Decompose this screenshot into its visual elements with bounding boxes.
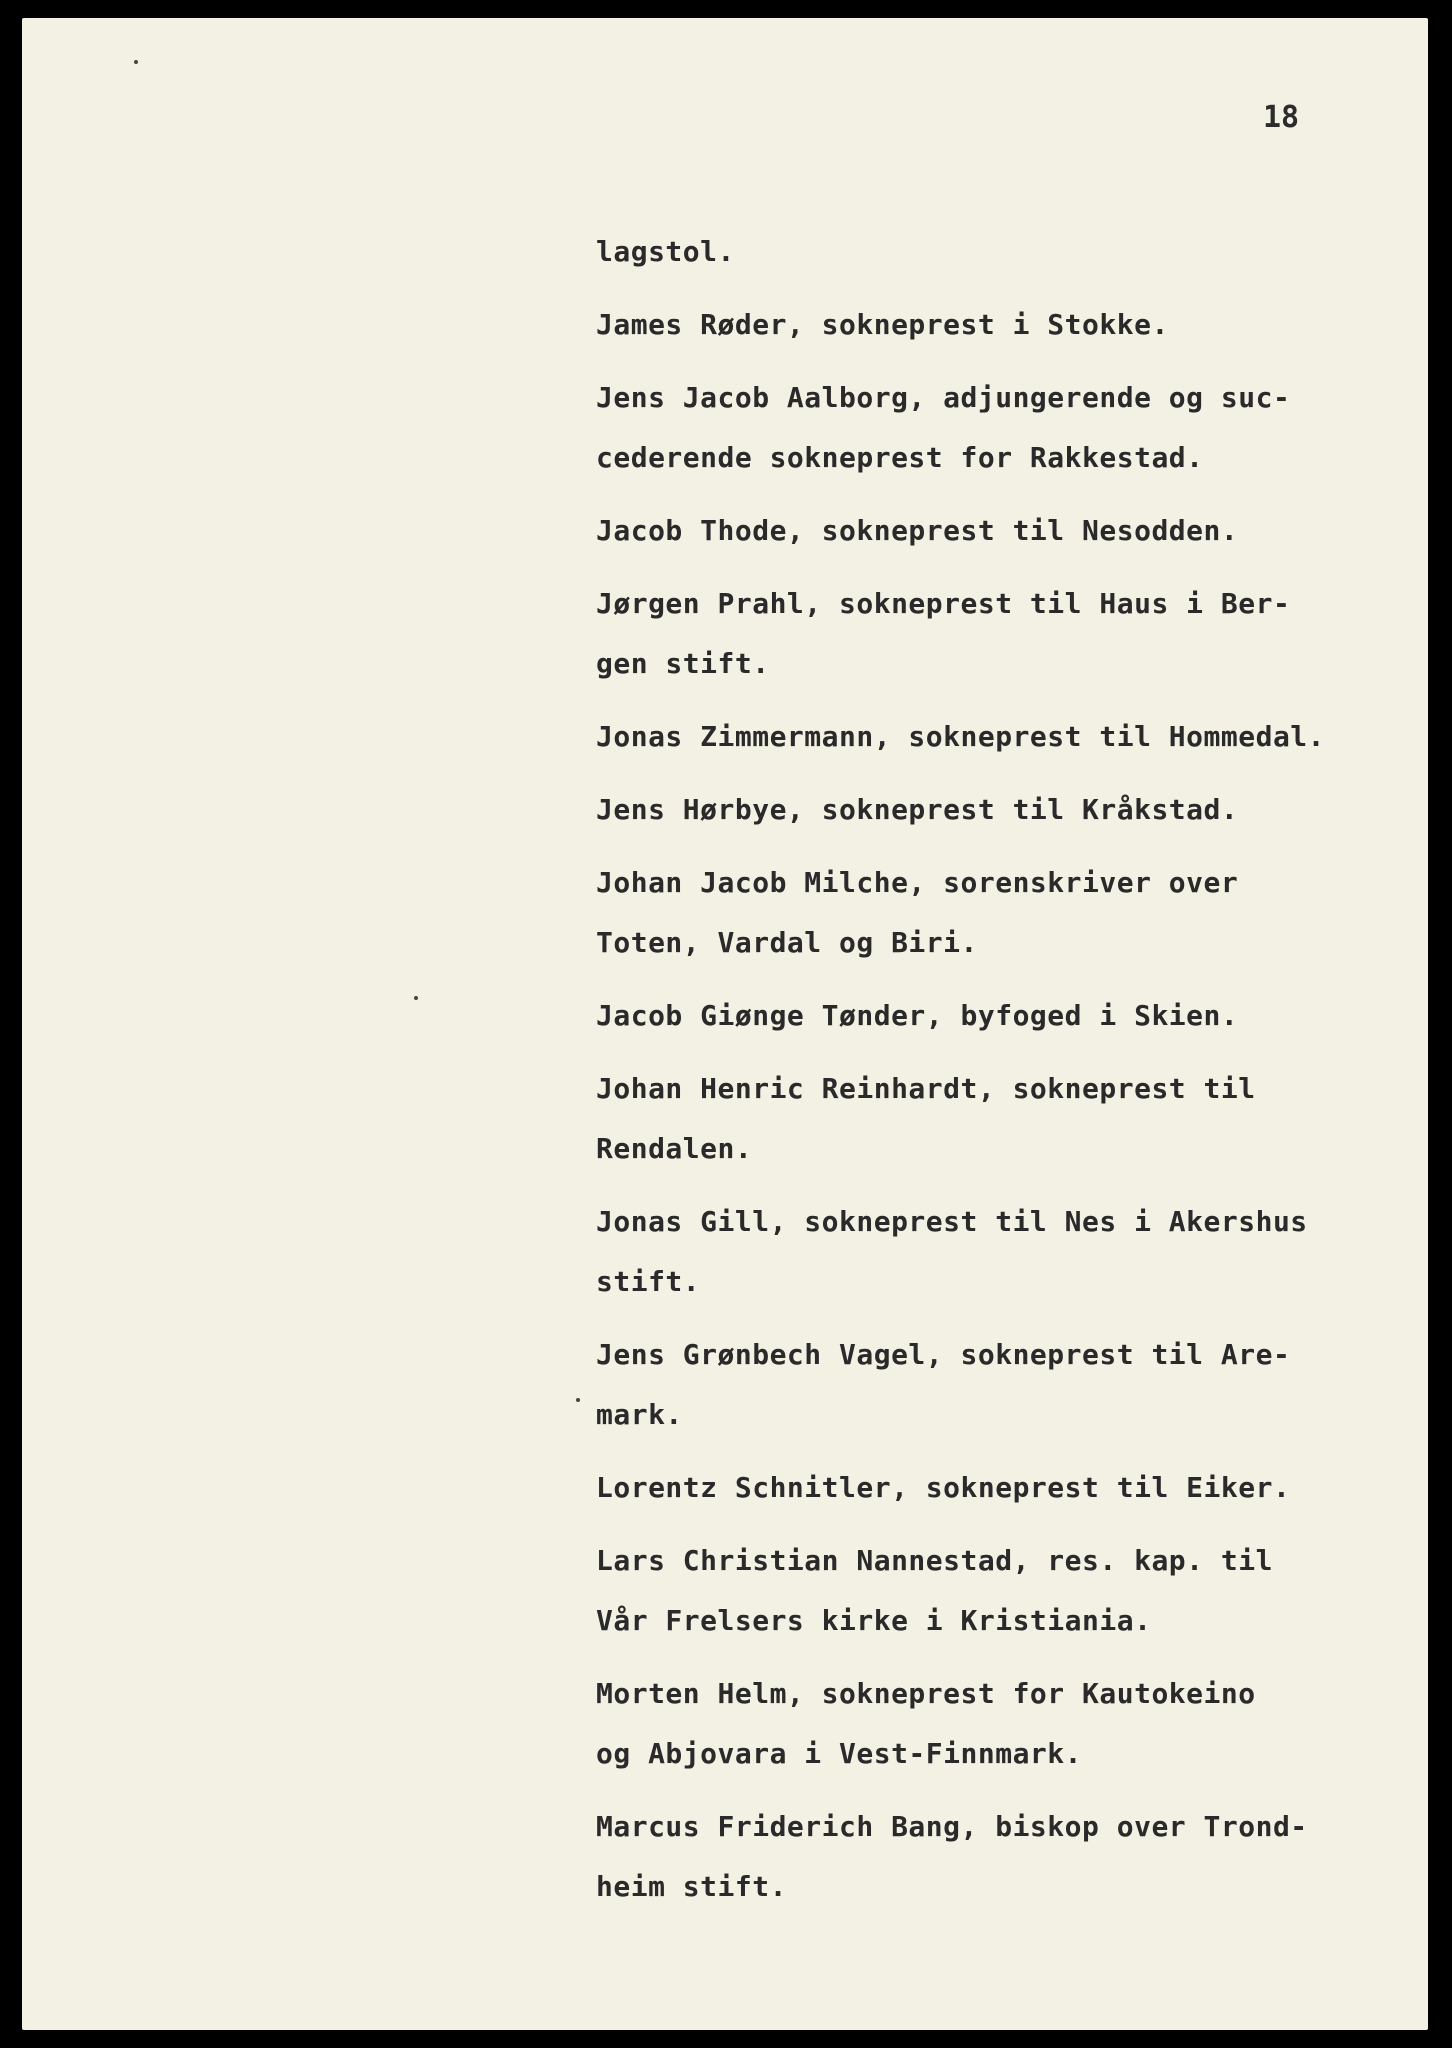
entry-line: Lars Christian Nannestad, res. kap. til: [596, 1544, 1273, 1577]
paper-speck: [576, 1398, 580, 1402]
entry-line: Lorentz Schnitler, sokneprest til Eiker.: [596, 1471, 1291, 1504]
list-item: [596, 1458, 1325, 1518]
entry-line: Jacob Thode, sokneprest til Nesodden.: [596, 514, 1239, 547]
entry-line: Morten Helm, sokneprest for Kautokeino: [596, 1677, 1256, 1710]
entry-line: lagstol.: [596, 235, 735, 268]
list-item: [596, 295, 1325, 355]
list-item: [596, 986, 1325, 1046]
entry-line: Johan Jacob Milche, sorenskriver over: [596, 866, 1239, 899]
entry-line: heim stift.: [596, 1870, 787, 1903]
list-item: [596, 1531, 1325, 1651]
entry-line: Jørgen Prahl, sokneprest til Haus i Ber-: [596, 587, 1291, 620]
entry-line: Jens Hørbye, sokneprest til Kråkstad.: [596, 793, 1239, 826]
entry-line: og Abjovara i Vest-Finnmark.: [596, 1737, 1083, 1770]
list-item: [596, 1664, 1325, 1784]
entry-line: gen stift.: [596, 647, 770, 680]
entry-line: Toten, Vardal og Biri.: [596, 926, 978, 959]
entry-line: Jonas Gill, sokneprest til Nes i Akershus: [596, 1205, 1308, 1238]
entry-line: Marcus Friderich Bang, biskop over Trond-: [596, 1810, 1308, 1843]
entry-line: stift.: [596, 1265, 701, 1298]
entry-line: James Røder, sokneprest i Stokke.: [596, 308, 1169, 341]
entry-line: Jonas Zimmermann, sokneprest til Hommedal.: [596, 720, 1326, 753]
entry-line: Vår Frelsers kirke i Kristiania.: [596, 1604, 1152, 1637]
list-item: [596, 574, 1325, 694]
paper-speck: [414, 996, 418, 1000]
entry-line: mark.: [596, 1398, 683, 1431]
paper-speck: [134, 60, 138, 64]
list-item: [596, 853, 1325, 973]
entry-line: Jacob Giønge Tønder, byfoged i Skien.: [596, 999, 1239, 1032]
page-number: 18: [1263, 100, 1300, 135]
entry-line: Jens Jacob Aalborg, adjungerende og suc-: [596, 381, 1291, 414]
entry-line: Johan Henric Reinhardt, sokneprest til: [596, 1072, 1256, 1105]
list-item: [596, 1325, 1325, 1445]
list-item: [596, 1797, 1325, 1917]
entry-line: Rendalen.: [596, 1132, 753, 1165]
list-item: [596, 707, 1325, 767]
entry-line: cederende sokneprest for Rakkestad.: [596, 441, 1204, 474]
list-item: [596, 368, 1325, 488]
appointment-list: [596, 222, 1325, 1930]
list-item: [596, 1059, 1325, 1179]
entry-line: Jens Grønbech Vagel, sokneprest til Are-: [596, 1338, 1291, 1371]
list-item: [596, 780, 1325, 840]
list-item: [596, 501, 1325, 561]
list-item: [596, 222, 1325, 282]
list-item: [596, 1192, 1325, 1312]
